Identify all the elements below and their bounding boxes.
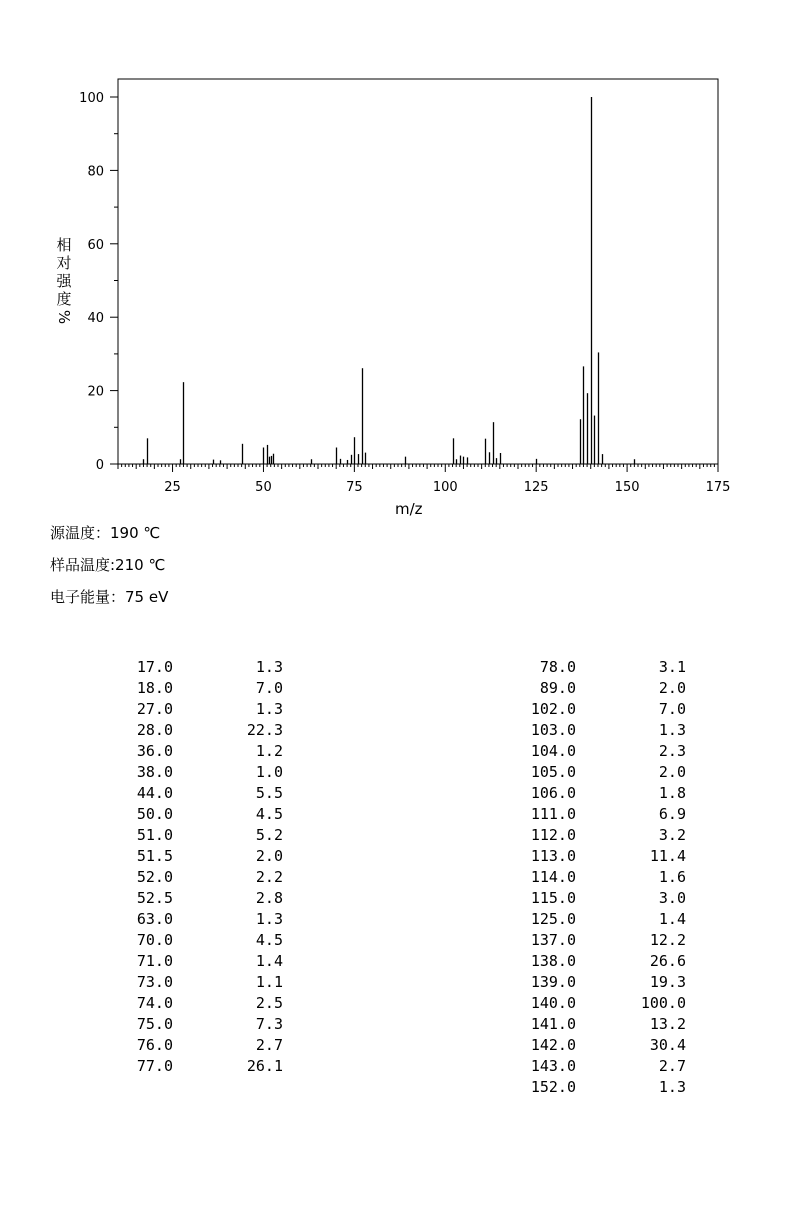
peak-abundance: 1.8 [658, 784, 686, 802]
peak-row [521, 930, 686, 951]
y-axis-label-char: 相 [56, 236, 72, 254]
peak-row [128, 930, 283, 951]
peak-mz: 104.0 [530, 742, 576, 760]
peak-mz: 78.0 [539, 658, 576, 676]
peak-abundance: 1.3 [658, 721, 686, 739]
peak-row [128, 699, 283, 720]
peak-mz: 125.0 [530, 910, 576, 928]
peak-row [521, 699, 686, 720]
peak-mz: 106.0 [530, 784, 576, 802]
x-tick-label: 175 [705, 480, 731, 495]
peak-row [521, 741, 686, 762]
peak-row [521, 1014, 686, 1035]
peak-mz: 89.0 [539, 679, 576, 697]
peak-row [128, 804, 283, 825]
peak-abundance: 1.6 [658, 868, 686, 886]
y-tick-label: 60 [87, 237, 104, 253]
peak-mz: 52.0 [136, 868, 173, 886]
peak-row [128, 867, 283, 888]
peak-abundance: 1.3 [255, 658, 283, 676]
peak-mz: 75.0 [136, 1015, 173, 1033]
peak-abundance: 2.8 [255, 889, 283, 907]
peak-abundance: 12.2 [649, 931, 686, 949]
peak-abundance: 13.2 [649, 1015, 686, 1033]
peak-row [521, 909, 686, 930]
peak-row [128, 909, 283, 930]
peak-mz: 73.0 [136, 973, 173, 991]
peak-abundance: 2.7 [255, 1036, 283, 1054]
peak-mz: 70.0 [136, 931, 173, 949]
peak-row [128, 972, 283, 993]
peak-row [521, 951, 686, 972]
peak-row [521, 867, 686, 888]
peak-mz: 111.0 [530, 805, 576, 823]
peak-table-left [128, 657, 283, 1077]
peak-row [128, 951, 283, 972]
peak-abundance: 3.2 [658, 826, 686, 844]
peak-abundance: 2.3 [658, 742, 686, 760]
peak-abundance: 2.0 [658, 679, 686, 697]
peak-abundance: 26.1 [246, 1057, 283, 1075]
peak-mz: 77.0 [136, 1057, 173, 1075]
y-axis-label-char: % [55, 309, 73, 325]
y-axis-label-char: 度 [56, 290, 72, 308]
peak-bars [144, 97, 635, 464]
peak-mz: 113.0 [530, 847, 576, 865]
peak-row [521, 825, 686, 846]
y-tick-label: 40 [87, 311, 104, 327]
peak-row [128, 993, 283, 1014]
peak-mz: 38.0 [136, 763, 173, 781]
peak-abundance: 4.5 [255, 805, 283, 823]
y-tick-label: 100 [79, 91, 104, 106]
x-axis [118, 464, 730, 495]
x-tick-label: 150 [614, 480, 640, 495]
peak-mz: 139.0 [530, 973, 576, 991]
y-axis-label [55, 236, 73, 326]
peak-abundance: 1.2 [255, 742, 283, 760]
peak-abundance: 1.1 [255, 973, 283, 991]
peak-mz: 140.0 [530, 994, 576, 1012]
peak-mz: 27.0 [136, 700, 173, 718]
peak-abundance: 22.3 [246, 721, 283, 739]
peak-row [521, 846, 686, 867]
x-tick-label: 125 [523, 480, 549, 495]
peak-abundance: 30.4 [649, 1036, 686, 1054]
peak-abundance: 26.6 [649, 952, 686, 970]
y-tick-label: 20 [87, 384, 104, 400]
peak-mz: 63.0 [136, 910, 173, 928]
mass-spectrum-chart [0, 0, 794, 500]
peak-abundance: 100.0 [640, 994, 686, 1012]
peak-table-right [521, 657, 686, 1098]
peak-row [128, 825, 283, 846]
peak-mz: 115.0 [530, 889, 576, 907]
peak-mz: 76.0 [136, 1036, 173, 1054]
peak-row [521, 783, 686, 804]
peak-abundance: 2.5 [255, 994, 283, 1012]
peak-row [521, 657, 686, 678]
peak-row [128, 678, 283, 699]
peak-mz: 36.0 [136, 742, 173, 760]
peak-mz: 143.0 [530, 1057, 576, 1075]
peak-mz: 18.0 [136, 679, 173, 697]
peak-abundance: 5.2 [255, 826, 283, 844]
peak-mz: 114.0 [530, 868, 576, 886]
y-tick-label: 0 [95, 458, 104, 473]
peak-row [128, 846, 283, 867]
y-axis [79, 91, 118, 473]
peak-row [128, 1014, 283, 1035]
peak-row [128, 657, 283, 678]
peak-abundance: 1.3 [658, 1078, 686, 1096]
peak-row [521, 1056, 686, 1077]
peak-row [128, 1035, 283, 1056]
electron-energy: 电子能量：75 eV [50, 588, 169, 606]
y-tick-label: 80 [87, 164, 104, 180]
peak-abundance: 7.0 [255, 679, 283, 697]
peak-row [521, 720, 686, 741]
peak-abundance: 5.5 [255, 784, 283, 802]
peak-row [521, 678, 686, 699]
peak-abundance: 2.2 [255, 868, 283, 886]
peak-row [521, 972, 686, 993]
peak-abundance: 4.5 [255, 931, 283, 949]
peak-abundance: 11.4 [649, 847, 686, 865]
x-tick-label: 75 [346, 480, 363, 495]
peak-row [128, 720, 283, 741]
peak-mz: 52.5 [136, 889, 173, 907]
plot-frame [118, 79, 718, 464]
x-tick-label: 100 [432, 480, 458, 495]
peak-mz: 44.0 [136, 784, 173, 802]
peak-abundance: 1.4 [658, 910, 686, 928]
peak-mz: 102.0 [530, 700, 576, 718]
peak-mz: 137.0 [530, 931, 576, 949]
peak-abundance: 1.3 [255, 910, 283, 928]
peak-row [128, 762, 283, 783]
peak-mz: 138.0 [530, 952, 576, 970]
x-axis-label: m/z [395, 500, 423, 518]
peak-row [521, 888, 686, 909]
peak-row [128, 888, 283, 909]
peak-row [521, 1035, 686, 1056]
peak-row [128, 1056, 283, 1077]
peak-mz: 17.0 [136, 658, 173, 676]
peak-mz: 103.0 [530, 721, 576, 739]
peak-abundance: 1.3 [255, 700, 283, 718]
peak-abundance: 3.1 [658, 658, 686, 676]
peak-abundance: 19.3 [649, 973, 686, 991]
x-tick-label: 50 [255, 480, 272, 495]
peak-abundance: 7.3 [255, 1015, 283, 1033]
peak-abundance: 2.0 [255, 847, 283, 865]
peak-abundance: 1.4 [255, 952, 283, 970]
y-axis-label-char: 强 [56, 272, 72, 290]
sample-temperature: 样品温度:210 ℃ [50, 556, 166, 574]
peak-mz: 141.0 [530, 1015, 576, 1033]
peak-abundance: 6.9 [658, 805, 686, 823]
peak-abundance: 7.0 [658, 700, 686, 718]
peak-mz: 152.0 [530, 1078, 576, 1096]
y-axis-label-char: 对 [56, 254, 72, 272]
x-tick-label: 25 [164, 480, 181, 495]
peak-row [128, 741, 283, 762]
peak-mz: 51.5 [136, 847, 173, 865]
peak-row [521, 804, 686, 825]
peak-abundance: 2.0 [658, 763, 686, 781]
peak-mz: 142.0 [530, 1036, 576, 1054]
peak-abundance: 3.0 [658, 889, 686, 907]
source-temperature: 源温度：190 ℃ [50, 524, 161, 542]
peak-row [128, 783, 283, 804]
peak-abundance: 2.7 [658, 1057, 686, 1075]
peak-mz: 50.0 [136, 805, 173, 823]
peak-row [521, 762, 686, 783]
peak-row [521, 1077, 686, 1098]
peak-abundance: 1.0 [255, 763, 283, 781]
peak-mz: 112.0 [530, 826, 576, 844]
peak-mz: 105.0 [530, 763, 576, 781]
peak-mz: 51.0 [136, 826, 173, 844]
peak-mz: 74.0 [136, 994, 173, 1012]
peak-mz: 28.0 [136, 721, 173, 739]
peak-row [521, 993, 686, 1014]
peak-mz: 71.0 [136, 952, 173, 970]
